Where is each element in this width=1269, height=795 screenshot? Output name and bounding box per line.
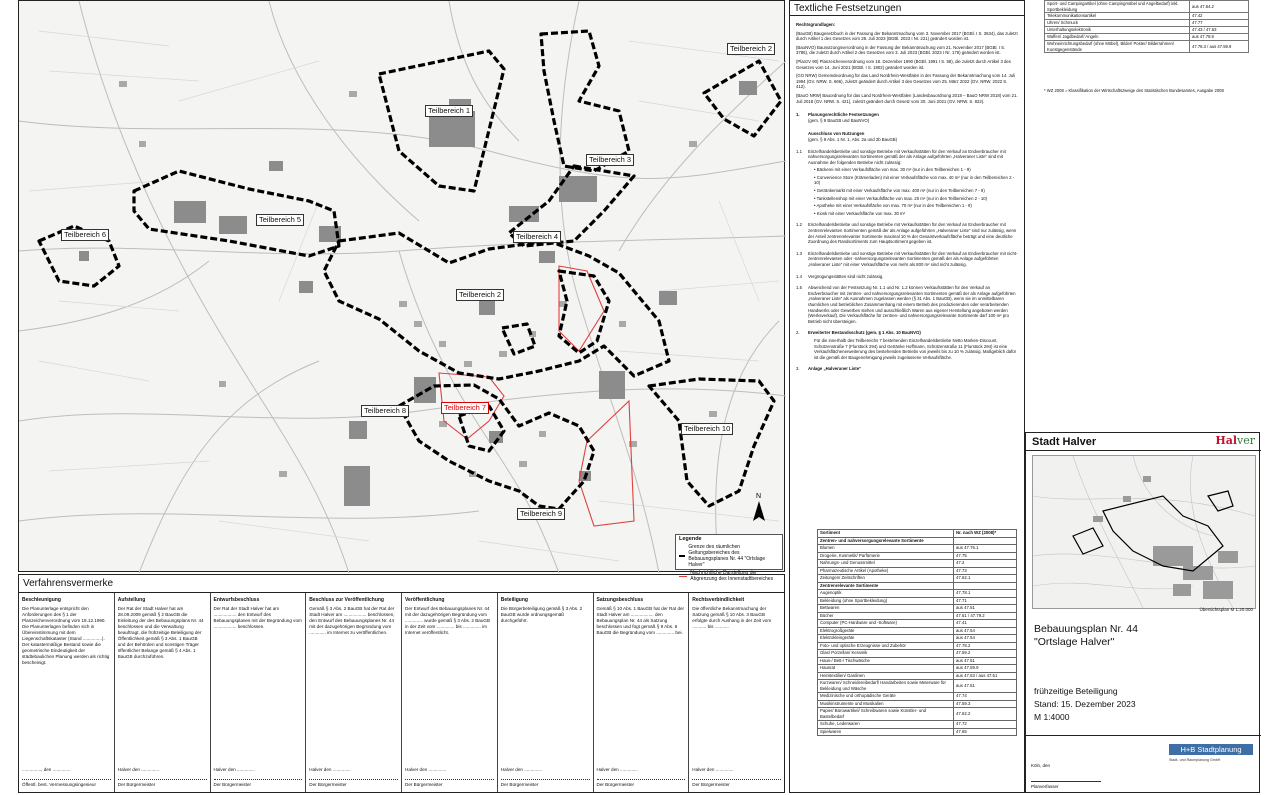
procedure-signer: Der Bürgermeister <box>596 782 635 787</box>
wz-cell: 47.65 <box>954 728 1017 736</box>
sortiment-cell: Elektrogroßgeräte <box>818 627 954 635</box>
area-label-5: Teilbereich 5 <box>256 214 304 226</box>
wz-cell: 47.75 <box>954 552 1017 560</box>
wz-cell: 47.72 <box>954 721 1017 729</box>
section-subtitle: (gem. § 9 BauGB und BauNVO) <box>808 117 870 123</box>
plan-scale: M 1:4000 <box>1034 712 1070 722</box>
sections <box>790 112 1024 142</box>
table-row <box>818 650 1017 658</box>
wz-cell: 47.78.3 / aus 47.59.9 <box>1190 41 1249 53</box>
map-legend <box>675 534 783 582</box>
provision-paragraph <box>790 285 1024 324</box>
paragraph-text: • Kiosk mit einer Verkaufsfläche von max. 30 m² <box>814 210 906 216</box>
wz-cell: aus 47.51 <box>954 605 1017 613</box>
provision-paragraph <box>790 203 1024 209</box>
procedure-signer: Der Bürgermeister <box>692 782 730 787</box>
planner-logo: H+B Stadtplanung <box>1169 744 1253 755</box>
sortiment-cell: Papier/ Bürowartikel/ Schreibwaren sowie Künstler- und Bastelbedarf <box>818 708 954 721</box>
wz-cell: 47.74 <box>954 693 1017 701</box>
table-row <box>818 567 1017 575</box>
paragraph-number <box>796 211 808 217</box>
procedure-column <box>498 593 594 792</box>
paragraph-number <box>796 188 808 194</box>
sortiment-cell: Blumen <box>818 545 954 553</box>
wz-cell: aus 47.64.2 <box>1190 1 1249 13</box>
table-row <box>1045 1 1249 13</box>
table-row <box>818 590 1017 598</box>
paragraph-text: Einzelhandelsbetriebe und sonstige Betriebe mit Verkaufsstätten für den Verkauf an Endverbraucher mit zentrenrelevanten Sortimenten gemäß der als Anlage aufgeführten „Halveraner Liste“ sind nur zulässig, wenn der Anteil zentrenrelevanter Sortimente maximal 10 % der Gesamtverkaufsfläche beträgt und eine deutliche Zuordnung des Randsortiments zum Hauptsortiment gegeben ist. <box>808 222 1017 245</box>
paragraph-number <box>796 203 808 209</box>
legal-basis-item: (BauNVO) Baunutzungsverordnung in der Fassung der Bekanntmachung vom 21. November 2017 (BGBl. I S. 3786), die zuletzt durch Artikel 2 des Gesetzes vom 3. Juli 2023 (BGBl. 2023 I Nr. 176) geändert worden ist. <box>796 44 1006 56</box>
procedure-signer: Der Bürgermeister <box>213 782 252 787</box>
wz-cell: 47.73 <box>954 567 1017 575</box>
wz-cell: 47.43 / 47.63 <box>1190 27 1249 34</box>
legend-title: Legende <box>679 536 702 542</box>
legal-basis-item: (PlanzV 90) Planzeichenverordnung vom 18. Dezember 1990 (BGBl. 1991 I S. 58), die zuletzt durch Artikel 3 des Gesetzes vom 14. Juni 2021 (BGBl. I S. 1802) geändert worden ist. <box>796 58 1011 70</box>
table-row <box>818 582 1017 590</box>
sortiment-cell: Elektrokleingeräte <box>818 635 954 643</box>
sortiment-cell: Haus-/ Bett-/ Tischwäsche <box>818 657 954 665</box>
procedure-signature <box>118 767 207 788</box>
sortiment-cell: Spielwaren <box>818 728 954 736</box>
procedure-date: Halver den .............. <box>500 767 543 772</box>
header-sortiment: Sortiment <box>818 530 954 538</box>
procedure-heading: Satzungsbeschluss <box>596 597 644 603</box>
paragraph-text: Erweiterter Bestandsschutz (gem. § 1 Abs. 10 BauNVO) <box>808 330 921 336</box>
procedure-column <box>115 593 211 792</box>
sortiment-cell: Medizinische und orthopädische Geräte <box>818 693 954 701</box>
wz-cell: 47.2 <box>954 560 1017 568</box>
wz-footnote: * WZ 2008 = Klassifikation der Wirtschaftszweige des Statistischen Bundesamtes, Ausgabe 2008 <box>1044 88 1224 93</box>
table-row <box>818 597 1017 605</box>
provision-paragraph <box>790 222 1024 244</box>
sortiment-table <box>817 529 1017 736</box>
planner-signature-label: Planverfasser <box>1031 784 1059 789</box>
table-row <box>818 672 1017 680</box>
sortiment-cell: Kurzwaren/ Schneidereibedarf/ Handarbeiten sowie Meterware für Bekleidung und Wäsche <box>818 680 954 693</box>
procedure-body: Der Entwurf des Bebauungsplanes Nr. 44 mit der dazugehörigen Begründung vom .............. wurde gemäß § 3 Abs. 2 BauGB in der Zeit vom .............. bis .............. im Internet veröffentlicht. <box>405 606 491 635</box>
wz-cell: aus 47.59.9 <box>954 665 1017 673</box>
table-row <box>1045 27 1249 34</box>
procedure-columns <box>19 593 784 792</box>
procedure-heading: Beschleunigung <box>22 597 61 603</box>
provision-paragraph <box>790 196 1024 202</box>
procedure-date: Halver den .............. <box>692 767 734 772</box>
table-row <box>818 537 1017 545</box>
planner-signature-line <box>1031 781 1101 782</box>
paragraph-text: Abweichend von der Festsetzung Nr. 1.1 und Nr. 1.2 können Verkaufsstätten für den Verkauf an Endverbraucher mit zentren- und nahversorgungsrelevanten Sortimenten gemäß der als Anlage aufgeführten „Halveraner Liste“ als Ausnahmen zugelassen werden (§ 31 Abs. 1 BauGB), wenn sie im unmittelbaren räumlichen und betrieblichen Zusammenhang mit einem Betrieb des produzierenden oder verarbeitenden Handwerks oder Gewerbes stehen und ausschließlich Waren aus eigener Herstellung angeboten werden (Werksverkauf). Die Verkaufsfläche für zentren- und nahversorgungsrelevante Sortimente darf 100 m² pro Betrieb nicht übersteigen. <box>808 285 1016 324</box>
table-row <box>1045 34 1249 41</box>
section-heading <box>790 131 1024 142</box>
wz-cell: aus 47.51 <box>954 680 1017 693</box>
paragraphs <box>790 149 1024 372</box>
provision-paragraph <box>790 167 1024 173</box>
boundary-swatch <box>679 555 685 557</box>
wz-cell: aus 47.78.9 <box>1190 34 1249 41</box>
wz-cell: 47.71 <box>954 597 1017 605</box>
overview-scale: Übersichtsplan M 1:20.000 <box>1199 607 1253 612</box>
svg-text:N: N <box>756 493 762 500</box>
table-row <box>818 693 1017 701</box>
plan-meta <box>1034 685 1136 724</box>
paragraph-number: 1.1 <box>796 148 802 154</box>
sortiment-table-continued <box>1044 0 1249 53</box>
procedure-signer: Der Bürgermeister <box>500 782 539 787</box>
procedure-signature <box>501 767 590 788</box>
sortiment-cell: Zeitungen/ Zeitschriften <box>818 575 954 583</box>
paragraph-text: • Apotheke mit einer Verkaufsfläche von max. 70 m² (nur in den Teilbereichen 1 - 9) <box>814 203 972 209</box>
provision-paragraph <box>790 149 1024 166</box>
provision-paragraph <box>790 274 1024 280</box>
wz-cell: 47.78.2 <box>954 642 1017 650</box>
table-row <box>818 700 1017 708</box>
procedure-signature <box>405 767 494 788</box>
paragraph-text: • Getränkemarkt mit einer Verkaufsfläche von max. 400 m² (nur in den Teilbereichen 7 - 9) <box>814 188 985 194</box>
procedure-body: Die Planunterlage entspricht den Anforderungen des § 1 der Planzeichenverordnung vom 18.12.1990. Die Planunterlagen befinden sich in Übereinstimmung mit dem Liegenschaftskataster (Stand ...............). Der katastermäßige Bestand sowie die geometrische Eindeutigkeit der städtebaulichen Planung werden als richtig bescheinigt. <box>22 606 110 665</box>
provision-paragraph <box>790 330 1024 336</box>
sortiment-header-row <box>818 530 1017 538</box>
planner-place-date: Köln, den <box>1031 763 1051 768</box>
procedure-body: Die Bürgerbeteiligung gemäß § 3 Abs. 2 BauGB wurde ordnungsgemäß durchgeführt. <box>500 606 583 623</box>
procedure-signer: Der Bürgermeister <box>405 782 443 787</box>
area-label-3: Teilbereich 3 <box>586 154 634 166</box>
sortiment-cell: Zentrenrelevante Sortimente <box>818 582 954 590</box>
table-row <box>818 545 1017 553</box>
area-label-7: Teilbereich 7 <box>441 402 489 414</box>
area-label-6: Teilbereich 6 <box>61 229 109 241</box>
signature-line <box>118 779 207 780</box>
procedure-date: Halver den .............. <box>596 767 638 772</box>
plan-boundary <box>39 31 781 509</box>
procedure-column <box>306 593 402 792</box>
logo-accent: ver <box>1237 434 1255 447</box>
area-label-1: Teilbereich 1 <box>425 105 473 117</box>
plan-title <box>1034 623 1138 649</box>
table-row <box>818 552 1017 560</box>
table-row <box>818 665 1017 673</box>
paragraph-text: Einzelhandelsbetriebe und sonstige Betriebe mit Verkaufsstätten für den Verkauf an Endverbraucher mit nicht-zentrenrelevanten oder -nahversorgungsrelevanten Sortimenten gemäß der als Anlage aufgeführten „Halveraner Liste“ mit einer Verkaufsfläche von mehr als 800 m² sind nicht zulässig. <box>808 250 1018 267</box>
wz-cell: aus 47.54 <box>954 627 1017 635</box>
procedure-column <box>402 593 498 792</box>
paragraph-text: Anlage „Halveraner Liste“ <box>808 366 862 372</box>
sortiment-cell: Hausrat <box>818 665 954 673</box>
wz-cell: aus 47.54 <box>954 635 1017 643</box>
procedure-heading: Beschluss zur Veröffentlichung <box>309 597 384 603</box>
procedure-column <box>211 593 307 792</box>
wz-cell: aus 47.53 / aus 47.51 <box>954 672 1017 680</box>
wz-cell: 47.59.2 <box>954 650 1017 658</box>
map-drawing <box>19 1 786 573</box>
sortiment-cell: Heimtextilien/ Gardinen <box>818 672 954 680</box>
plan-map <box>18 0 785 582</box>
paragraph-text: • Bäckerei mit einer Verkaufsfläche von max. 30 m² (nur in den Teilbereichen 1 - 9) <box>814 167 971 173</box>
procedure-signature <box>22 767 111 788</box>
overview-drawing <box>1033 456 1255 608</box>
section-title: Planungsrechtliche Festsetzungen <box>808 112 879 118</box>
procedure-heading: Rechtsverbindlichkeit <box>692 597 745 603</box>
signature-line <box>22 779 111 780</box>
paragraph-text: • Tankstellenshop mit einer Verkaufsfläche von max. 20 m² (nur in den Teilbereichen 2 - 10) <box>814 195 988 201</box>
procedure-date: ..............., den .............. <box>22 767 71 772</box>
procedure-body: Der Rat der Stadt Halver hat am 28.09.2009 gemäß § 2 BauGB die Einleitung der des Bebauungsplans Nr. 44 beschlossen und die Verwaltung beauftragt, die frühzeitige Beteiligung der Öffentlichkeit gemäß § 3 Abs. 1 BauGB und der Behörden und sonstigen Träger öffentlicher Belange gemäß § 4 Abs. 1 BauGB durchzuführen. <box>117 606 204 659</box>
sortiment-cell: Bücher <box>818 612 954 620</box>
sortiment-cell: Computer (PC-Hardware und -Software) <box>818 620 954 628</box>
wz-cell: 47.42 <box>1190 13 1249 20</box>
legend-item-boundary <box>679 544 779 568</box>
wz-cell <box>954 582 1017 590</box>
procedure-title: Verfahrensvermerke <box>19 575 784 593</box>
table-row <box>818 657 1017 665</box>
legal-basis-item: (BauO NRW) Bauordnung für das Land Nordrhein-Westfalen (Landesbauordnung 2018 – BauO NRW 2018) vom 21. Juli 2018 (GV. NRW. S. 421), zuletzt geändert durch Gesetz vom 30. Juni 2021 (GV. NRW. S. 822). <box>796 92 1018 104</box>
sortiment-cell: Musikinstrumente und Musikalien <box>818 700 954 708</box>
title-block <box>1025 432 1260 793</box>
table-row <box>1045 20 1249 27</box>
overview-map <box>1032 455 1256 609</box>
wz-cell: 47.59.3 <box>954 700 1017 708</box>
wz-cell: 47.62.2 <box>954 708 1017 721</box>
wz-cell: aus 47.51 <box>954 657 1017 665</box>
sortiment-cell: Foto- und optische Erzeugnisse und Zubehör <box>818 642 954 650</box>
procedure-signature <box>692 767 781 788</box>
area-label-9: Teilbereich 9 <box>517 508 565 520</box>
section-heading <box>790 112 1024 123</box>
table-row <box>818 612 1017 620</box>
sortiment-cell: Uhren/ Schmuck <box>1045 20 1190 27</box>
signature-line <box>501 779 590 780</box>
paragraph-text: • Convenience Store (Krämerladen) mit einer Verkaufsfläche von max. 40 m² (nur in den Teilbereichen 2 - 10) <box>814 174 1015 186</box>
header-wz: Nr. nach WZ (2008)* <box>954 530 1017 538</box>
paragraph-number <box>796 167 808 173</box>
paragraph-number <box>796 338 808 360</box>
paragraph-number: 2. <box>796 330 800 336</box>
procedure-date: Halver den .............. <box>213 767 255 772</box>
legal-basis-title: Rechtsgrundlagen: <box>796 22 836 27</box>
section-title: Ausschluss von Nutzungen <box>808 131 865 137</box>
wz-cell: 47.62.1 <box>954 575 1017 583</box>
legend-text-innenstadt: Nachrichtliche Darstellung der Abgrenzung des Innenstadtbereiches <box>690 570 774 582</box>
sortiment-cell: Schuhe, Lederwaren <box>818 721 954 729</box>
wz-cell: 47.78.1 <box>954 590 1017 598</box>
procedure-date: Halver den .............. <box>309 767 351 772</box>
sortiment-cell: Augenoptik <box>818 590 954 598</box>
planner-block <box>1026 735 1261 795</box>
table-row <box>818 708 1017 721</box>
paragraph-number: 1.4 <box>796 273 802 279</box>
paragraph-number <box>796 175 808 186</box>
paragraph-number: 3. <box>796 366 800 372</box>
sortiment-cell: Zentren- und nahversorgungsrelevante Sortimente <box>818 537 954 545</box>
area-label-4: Teilbereich 4 <box>513 231 561 243</box>
provision-paragraph <box>790 251 1024 268</box>
procedure-heading: Beteiligung <box>500 597 528 603</box>
procedure-signature <box>597 767 686 788</box>
provision-paragraph <box>790 366 1024 372</box>
paragraph-text: Einzelhandelsbetriebe und sonstige Betriebe mit Verkaufsstätten für den Verkauf an Endverbraucher mit nahversorgungsrelevanten Sortimenten gemäß der als Anlage aufgeführten „Halveraner Liste“ sind mit Ausnahme der folgenden Betriebe nicht zulässig: <box>808 148 1006 165</box>
procedure-signer: Öffentl. best. Vermessungsingenieur <box>22 782 96 787</box>
legal-basis-list <box>790 31 1024 105</box>
signature-line <box>405 779 494 780</box>
paragraph-number: 1.2 <box>796 222 802 228</box>
provision-paragraph <box>790 188 1024 194</box>
signature-line <box>309 779 398 780</box>
buildings <box>79 81 757 506</box>
table-row <box>1045 41 1249 53</box>
area-label-2b: Teilbereich 2 <box>727 43 775 55</box>
wz-cell: aus 47.76.1 <box>954 545 1017 553</box>
legal-basis-item: (GO NRW) Gemeindeordnung für das Land Nordrhein-Westfalen in der Fassung der Bekanntmachung vom 14. Juli 1994 (GV. NRW. S. 666), zuletzt geändert durch Artikel 3 des Gesetzes vom 25. März 2022 (GV. NRW. 2022 S. 412). <box>796 73 1016 90</box>
plan-phase: frühzeitige Beteiligung <box>1034 686 1118 696</box>
textual-title: Textliche Festsetzungen <box>790 1 1024 16</box>
table-row <box>818 721 1017 729</box>
paragraph-number: 1.3 <box>796 250 802 256</box>
wz-cell: 47.41 <box>954 620 1017 628</box>
halver-logo <box>1215 434 1255 447</box>
plan-date: Stand: 15. Dezember 2023 <box>1034 699 1136 709</box>
area-label-10: Teilbereich 10 <box>681 423 733 435</box>
plan-title-line1: Bebauungsplan Nr. 44 <box>1034 623 1138 635</box>
legend-text-boundary: Grenze des räumlichen Geltungsbereiches des Bebauungsplanes Nr. 44 "Ortslage Halver" <box>688 544 766 568</box>
table-row <box>818 605 1017 613</box>
sortiment-cell: Glas/ Porzellan/ Keramik <box>818 650 954 658</box>
table-row <box>818 560 1017 568</box>
sortiment-cell: Bekleidung (ohne Sportbekleidung) <box>818 597 954 605</box>
table-row <box>818 635 1017 643</box>
procedure-signer: Der Bürgermeister <box>309 782 347 787</box>
paragraph-number: 1.5 <box>796 285 802 291</box>
paragraph-text: Vergnügungsstätten sind nicht zulässig. <box>808 273 884 279</box>
wz-cell: 47.77 <box>1190 20 1249 27</box>
table-row <box>818 728 1017 736</box>
provision-paragraph <box>790 338 1024 360</box>
sortiment-cell: Bettwaren <box>818 605 954 613</box>
sortiment-cell: Nahrungs- und Genussmittel <box>818 560 954 568</box>
signature-line <box>692 779 781 780</box>
procedure-heading: Aufstellung <box>117 597 146 603</box>
table-row <box>818 627 1017 635</box>
procedure-body: Gemäß § 3 Abs. 2 BauGB hat der Rat der Stadt Halver am .................. beschlossen, den Entwurf des Bebauungsplanes Nr. 44 mit der dazugehörigen Begründung vom ............. im Internet zu veröffentlichen. <box>309 606 395 635</box>
sortiment-cell: Unterhaltungselektronik <box>1045 27 1190 34</box>
table-row <box>818 680 1017 693</box>
procedure-signer: Der Bürgermeister <box>117 782 156 787</box>
sortiment-cell: Telekommunikationsartikel <box>1045 13 1190 20</box>
provision-paragraph <box>790 211 1024 217</box>
sortiment-cell: Wohneinrichtungsbedarf (ohne Möbel), Bilder/ Poster/ Bilderrahmen/ Kunstgegenstände <box>1045 41 1190 53</box>
logo-main: Hal <box>1215 434 1238 447</box>
planner-address: Stadt- und Raumplanung GmbH <box>1169 758 1221 762</box>
table-row <box>818 620 1017 628</box>
paragraph-text: Für die innerhalb des Teilbereichs 7 bestehenden Einzelhandelsbetriebe Netto Marken-Discount, Schützenstraße 7 (Flurstück 294) und Getränke Hoffmann, Schützenstraße 11 (Flurstück 294) ist eine Verkaufsflächenerweiterung des bestehenden Betriebs von jeweils bis zu 10 % zulässig. Maßgeblich dafür ist die gemäß der Baugenehmigung jeweils zugelassene Verkaufsfläche. <box>814 337 1017 360</box>
procedure-heading: Entwurfsbeschluss <box>213 597 260 603</box>
table-row <box>818 642 1017 650</box>
city-name: Stadt Halver <box>1032 436 1097 448</box>
paragraph-number <box>796 196 808 202</box>
provision-paragraph <box>790 175 1024 186</box>
procedure-body: Der Rat der Stadt Halver hat am .................. den Entwurf des Bebauungsplanes mit der Begründung vom .................. beschlossen. <box>213 606 302 629</box>
procedure-heading: Veröffentlichung <box>405 597 445 603</box>
procedure-signature <box>309 767 398 788</box>
table-row <box>1045 13 1249 20</box>
city-header <box>1026 433 1261 451</box>
sortiment-cell: Sport- und Campingartikel (ohne Campingmöbel und Angelbedarf) inkl. Sportbekleidung <box>1045 1 1190 13</box>
wz-cell: 47.61 / 47.79.2 <box>954 612 1017 620</box>
plan-title-line2: "Ortslage Halver" <box>1034 636 1115 648</box>
area-label-2: Teilbereich 2 <box>456 289 504 301</box>
signature-line <box>597 779 686 780</box>
table-row <box>818 575 1017 583</box>
procedure-column <box>594 593 690 792</box>
sortiment-cell: Pharmazeutische Artikel (Apotheke) <box>818 567 954 575</box>
procedure-date: Halver den .............. <box>117 767 160 772</box>
procedure-body: Gemäß § 10 Abs. 1 BauGB hat der Rat der Stadt Halver am .................. den Bebauungsplan Nr. 44 als Satzung beschlossen und fügt gemäß § 9 Abs. 8 BauGB die Begründung vom .............. bei. <box>596 606 685 635</box>
procedure-date: Halver den .............. <box>405 767 447 772</box>
section-number: 1. <box>796 112 800 118</box>
north-arrow-icon <box>753 493 765 521</box>
street-network <box>19 1 786 573</box>
signature-line <box>214 779 303 780</box>
sortiment-cell: Waffen/ Jagdbedarf/ Angeln <box>1045 34 1190 41</box>
procedure-body: Die öffentliche Bekanntmachung der Satzung gemäß § 10 Abs. 3 BauGB erfolgte durch Aushang in der Zeit vom ........... bis ........... <box>692 606 772 629</box>
area-label-8: Teilbereich 8 <box>361 405 409 417</box>
wz-cell <box>954 537 1017 545</box>
procedure-column <box>19 593 115 792</box>
legal-basis-item: (BauGB) Baugesetzbuch in der Fassung der Bekanntmachung vom 3. November 2017 (BGBl. I S. 3634), das zuletzt durch Artikel 1 des Gesetzes vom 28. Juli 2023 (BGBl. 2023 I Nr. 221) geändert worden ist. <box>796 30 1018 42</box>
section-subtitle: (gem. § 9 Abs. 1 Nr. 1, Abs. 2a und 2b BauGB) <box>808 136 898 142</box>
procedure-signature <box>214 767 303 788</box>
sortiment-cell: Drogerie, Kosmetik/ Parfümerie <box>818 552 954 560</box>
procedure-notes <box>18 574 785 793</box>
procedure-column <box>689 593 784 792</box>
